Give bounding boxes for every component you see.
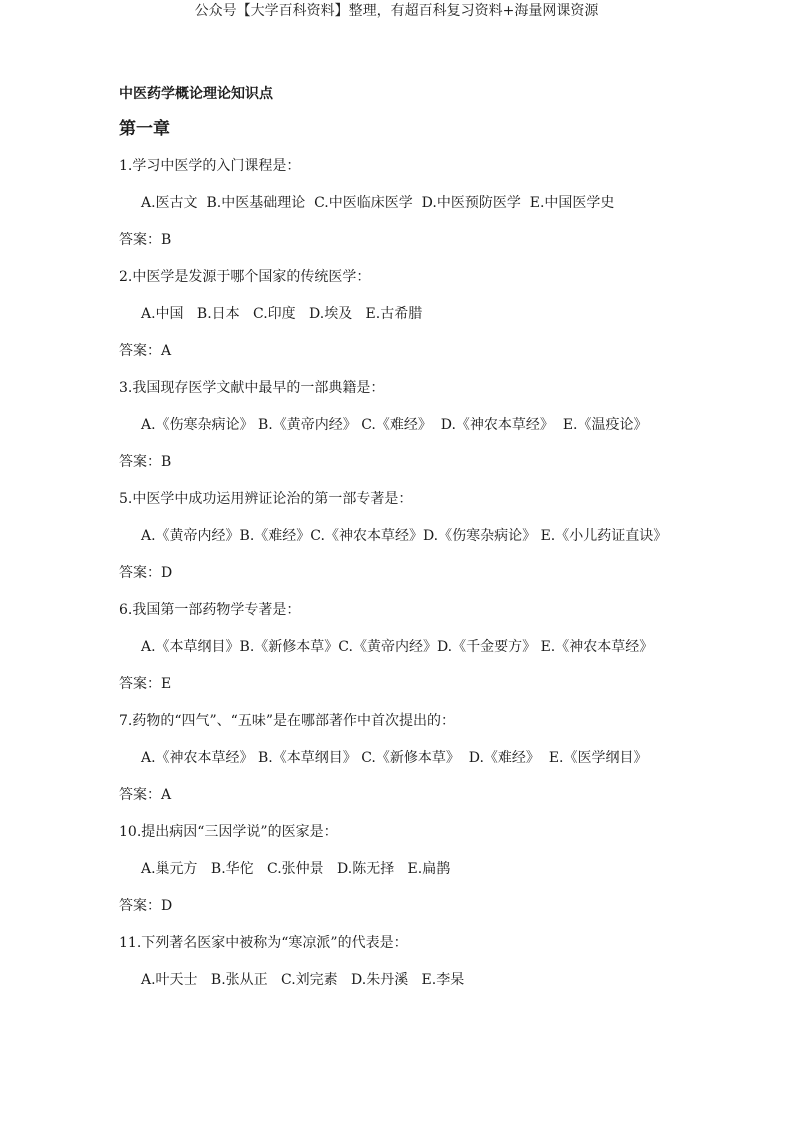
question-answer: 答案：A <box>119 343 172 359</box>
question-text: 6.我国第一部药物学专著是： <box>119 602 301 618</box>
question-list <box>119 156 719 990</box>
question-item <box>119 156 719 250</box>
question-answer: 答案：D <box>119 565 173 581</box>
question-options: A.《伤寒杂病论》 B.《黄帝内经》 C.《难经》 D.《神农本草经》 E.《温疫论》 <box>141 417 648 433</box>
question-item <box>119 711 719 805</box>
document-title: 中医药学概论理论知识点 <box>119 86 273 102</box>
question-item <box>119 267 719 361</box>
question-text: 10.提出病因“三因学说”的医家是： <box>119 824 338 840</box>
question-text: 11.下列著名医家中被称为“寒凉派”的代表是： <box>119 935 408 951</box>
question-item <box>119 600 719 694</box>
question-item <box>119 822 719 916</box>
question-item <box>119 933 719 990</box>
question-item <box>119 489 719 583</box>
chapter-heading: 第一章 <box>119 119 170 139</box>
question-options: A.叶天士 B.张从正 C.刘完素 D.朱丹溪 E.李杲 <box>141 972 465 988</box>
question-text: 7.药物的“四气”、“五味”是在哪部著作中首次提出的： <box>119 713 455 729</box>
question-options: A.《神农本草经》 B.《本草纲目》 C.《新修本草》 D.《难经》 E.《医学纲目》 <box>141 750 648 766</box>
header-banner: 公众号【大学百科资料】整理，有超百科复习资料+海量网课资源 <box>194 3 599 19</box>
question-text: 1.学习中医学的入门课程是： <box>119 158 301 174</box>
question-options: A.巢元方 B.华佗 C.张仲景 D.陈无择 E.扁鹊 <box>141 861 451 877</box>
question-text: 2.中医学是发源于哪个国家的传统医学： <box>119 269 371 285</box>
question-options: A.《黄帝内经》B.《难经》C.《神农本草经》D.《伤寒杂病论》 E.《小儿药证直诀》 <box>141 528 668 544</box>
question-answer: 答案：D <box>119 898 173 914</box>
question-options: A.医古文 B.中医基础理论 C.中医临床医学 D.中医预防医学 E.中国医学史 <box>141 195 615 211</box>
question-options: A.中国 B.日本 C.印度 D.埃及 E.古希腊 <box>141 306 423 322</box>
question-answer: 答案：B <box>119 232 172 248</box>
question-text: 5.中医学中成功运用辨证论治的第一部专著是： <box>119 491 413 507</box>
question-text: 3.我国现存医学文献中最早的一部典籍是： <box>119 380 385 396</box>
question-options: A.《本草纲目》B.《新修本草》C.《黄帝内经》D.《千金要方》 E.《神农本草经》 <box>141 639 654 655</box>
question-item <box>119 378 719 472</box>
question-answer: 答案：B <box>119 454 172 470</box>
question-answer: 答案：E <box>119 676 172 692</box>
question-answer: 答案：A <box>119 787 172 803</box>
